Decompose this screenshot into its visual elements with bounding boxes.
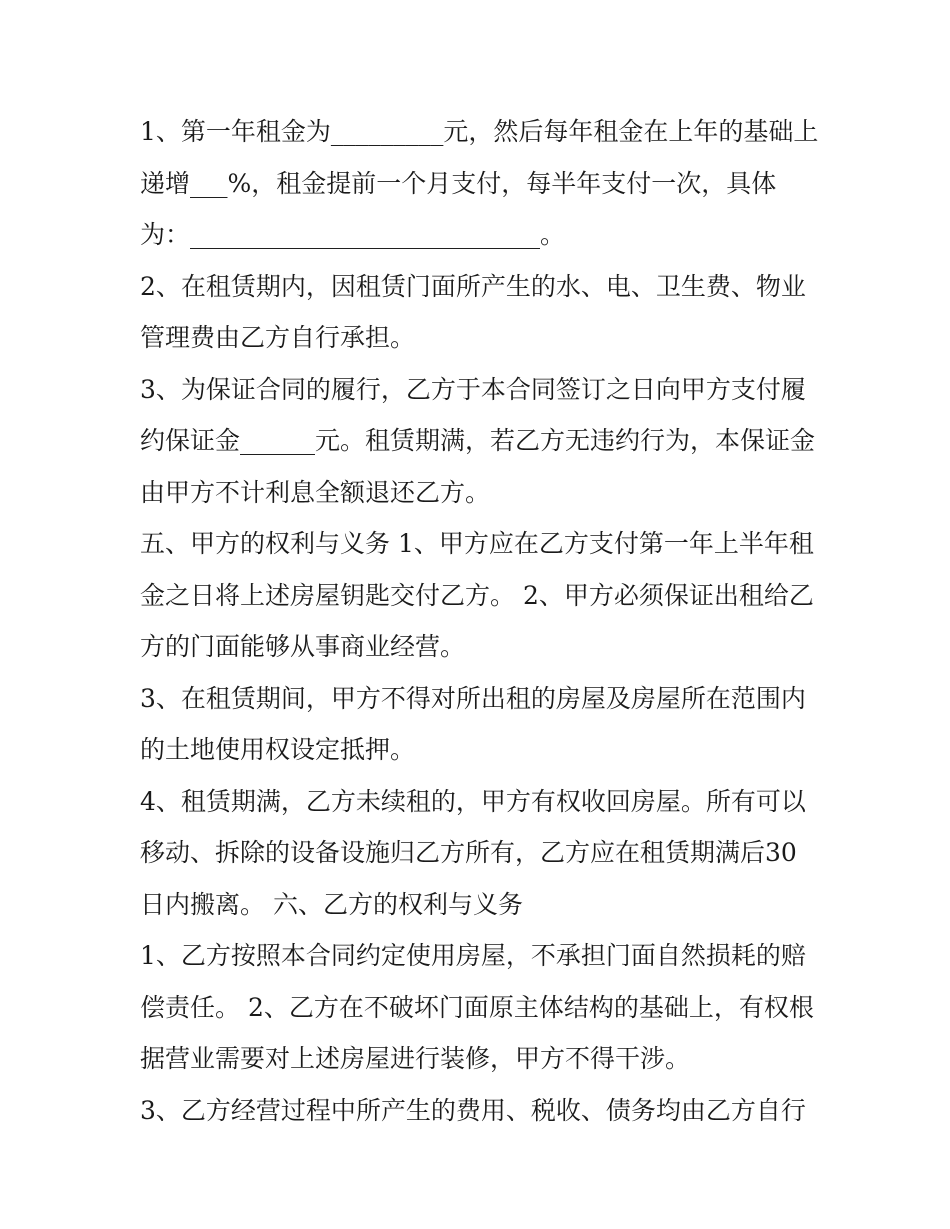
text-line: 管理费由乙方自行承担。 (140, 323, 416, 352)
text-line: 为：____________________________。 (140, 220, 566, 249)
text-line: 的土地使用权设定抵押。 (140, 735, 416, 764)
contract-text (140, 106, 830, 1136)
text-line: 移动、拆除的设备设施归乙方所有，乙方应在租赁期满后30 (140, 838, 797, 867)
text-line: 约保证金______元。租赁期满，若乙方无违约行为，本保证金 (140, 426, 816, 455)
text-line: 3、乙方经营过程中所产生的费用、税收、债务均由乙方自行 (140, 1095, 806, 1125)
text-line: 2、在租赁期内，因租赁门面所产生的水、电、卫生费、物业 (140, 271, 806, 301)
text-line: 金之日将上述房屋钥匙交付乙方。 2、甲方必须保证出租给乙 (140, 580, 814, 610)
text-line: 偿责任。 2、乙方在不破坏门面原主体结构的基础上，有权根 (140, 992, 814, 1022)
text-line: 4、租赁期满，乙方未续租的，甲方有权收回房屋。所有可以 (140, 786, 806, 816)
text-line: 1、第一年租金为_________元，然后每年租金在上年的基础上 (140, 117, 819, 146)
text-line: 3、为保证合同的履行，乙方于本合同签订之日向甲方支付履 (140, 374, 806, 404)
text-line: 据营业需要对上述房屋进行装修，甲方不得干涉。 (140, 1044, 691, 1073)
text-line: 方的门面能够从事商业经营。 (140, 632, 466, 661)
text-line: 日内搬离。 六、乙方的权利与义务 (140, 889, 523, 919)
text-line: 3、在租赁期间，甲方不得对所出租的房屋及房屋所在范围内 (140, 683, 806, 713)
text-line: 由甲方不计利息全额退还乙方。 (140, 477, 491, 507)
text-line: 1、乙方按照本合同约定使用房屋，不承担门面自然损耗的赔 (140, 941, 806, 970)
text-line: 五、甲方的权利与义务 1、甲方应在乙方支付第一年上半年租 (140, 529, 814, 558)
text-line: 递增___%，租金提前一个月支付，每半年支付一次，具体 (140, 168, 777, 198)
